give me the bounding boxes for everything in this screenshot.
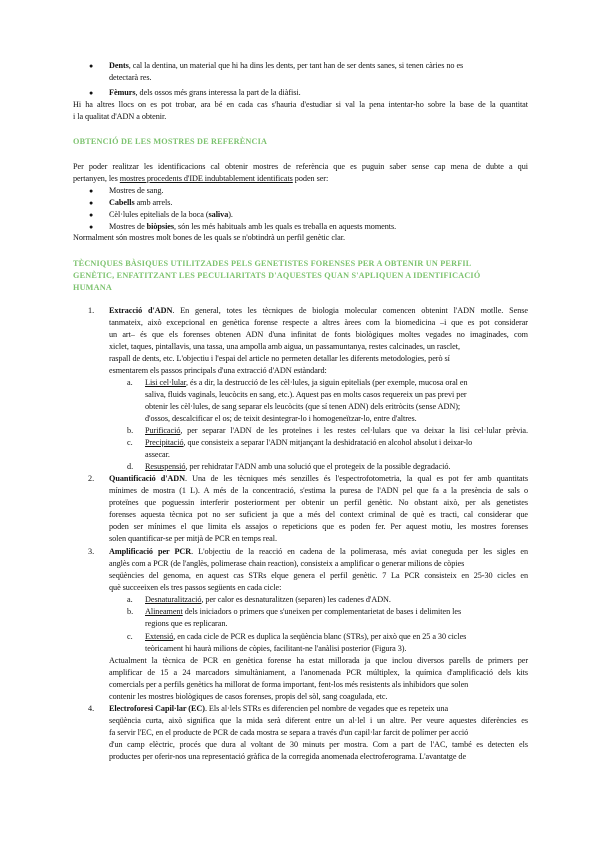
text-line [109,570,528,582]
text-run: obtenir les cèl·lules, de sang separar els leucòcits (que sí tenen ADN) dels eritròcits (sense ADN); [145,402,461,411]
text-run: d'un camp elèctric, procés que dura al voltant de 30 minuts per mostra. Com a part de l'AC, també es detecten els [109,740,528,749]
text-run: , per separar l'ADN de les proteïnes i les restes cel·lulars que va deixar la lisi cel·lular prèvia. [180,426,528,435]
text-line [109,727,468,739]
text-line [109,703,448,715]
text-line [145,449,170,461]
text-run: , cal la dentina, un material que hi ha dins les dents, per tant han de ser dents sanes, si tenen càries no es [128,61,464,70]
text-run: Actualment la tècnica de PCR en genètica forense ha estat millorada ja que inclou diversos parells de primers per [109,656,528,665]
text-run: amplificar de 15 a 24 marcadors simultàniament, a l'anomenada PCR múltiplex, la química d'amplificació dels kits [109,668,528,677]
text-run: . Els al·lels STRs es diferencien pel nombre de vegades que es repeteix una [204,704,449,713]
text-line [145,413,417,425]
text-run: Normalment són mostres molt bones de les quals se n'obtindrà un perfil genètic clar. [73,233,345,242]
bold-term: saliva [208,210,229,219]
text-line [109,485,528,497]
text-run: contenir les mostres biològiques de casos forenses, propis del sòl, sang coagulada, etc. [109,692,388,701]
text-line [145,377,468,389]
text-line [109,509,528,521]
text-run: raspall de dents, etc. L'objectiu i l'espai del article no permeten detallar les diferents metodologies, però sí [109,354,450,363]
text-run: , per rehidratar l'ADN amb una solució que el protegeix de la possible degradació. [185,462,451,471]
text-run: què succeeixen els tres passos següents en cada cicle: [109,583,282,592]
text-line [109,655,528,667]
text-run: Per poder realitzar les identificacions cal obtenir mostres de referència que es puguin saber sense cap mena de dubte a qui [73,162,528,171]
text-line [109,558,464,570]
text-line [145,594,391,606]
text-run: , dels ossos més grans interessa la part de la diàfisi. [135,88,301,97]
list-marker: a. [127,378,133,387]
text-run: comercials per a perfils genètics ha millorat de forma important, fent-los més resistents als inhibidors que solen [109,680,469,689]
text-line [145,643,406,655]
text-run: . Una de les tècniques més senzilles és l'espectrofotometria, la qual es pot fer amb quantitats [185,474,528,483]
text-run: Hi ha altres llocs on es pot trobar, ara bé en cada cas s'hauria d'estudiar si val la pena intentar-ho sobre la base de la quantitat [73,100,528,109]
text-line [109,521,528,533]
bullet-icon: ● [89,223,94,231]
text-line [109,329,528,341]
text-line [109,497,528,509]
bold-term: Amplificació per PCR [109,547,192,556]
text-line [145,401,460,413]
text-line [109,209,233,221]
text-run: poden ser: [292,174,329,183]
text-line [109,533,277,545]
bold-term: Quantificació d'ADN [109,474,186,483]
text-line [109,667,528,679]
text-line [145,437,472,449]
bold-term: Fèmurs [109,88,136,97]
underlined-term: Resuspensió [145,462,186,471]
underlined-term: Lisi cel·lular [145,378,187,387]
text-run: fa servir l'EC, en el producte de PCR de cada mostra se separa a través d'un capil·lar farcit de polímer per acció [109,728,469,737]
text-line [109,751,466,763]
text-line [73,99,528,111]
bold-term: biòpsies [146,222,175,231]
bold-term: Electroforesi Capil·lar (EC) [109,704,205,713]
list-marker: d. [127,462,134,471]
list-marker: b. [127,426,134,435]
text-line [109,197,172,209]
text-run: solen quantificar-se per mitjà de PCR en temps real. [109,534,277,543]
text-line [109,691,387,703]
text-run: i la qualitat d'ADN a obtenir. [73,112,167,121]
text-line [73,232,345,244]
text-run: detectarà res. [109,73,152,82]
text-run: productes per oferir-nos una representació gràfica de la corregida anomenada electroferograma. L'avantatge de [109,752,467,761]
bullet-icon: ● [89,89,94,97]
list-marker: 4. [88,704,95,713]
text-run: seqüència curta, això significa que la mida serà diferent entre un al·lel i un altre. Per veure aquestes diferències es [109,716,528,725]
text-line [109,546,528,558]
text-line [109,353,450,365]
text-run: teòricament hi haurà milions de còpies, facilitant-ne l'anàlisi posterior (Figura 3). [145,644,407,653]
text-line [109,715,528,727]
section-heading: TÈCNIQUES BÀSIQUES UTILITZADES PELS GENETISTES FORENSES PER A OBTENIR UN PERFIL [73,259,472,268]
text-line [73,173,328,185]
text-run: assecar. [145,450,170,459]
list-marker: 1. [88,306,95,315]
text-line [109,679,468,691]
text-run: tanmateix, això excepcional en genètica forense respecte a altres àrees com la biomedicina –i que es pot considerar [109,318,528,327]
list-marker: a. [127,595,133,604]
text-run: poden ser mínimes el que limita els assajos o repeticions que es poden fer. Per aquest motiu, les mostres forenses [109,522,528,531]
text-run: . L'objectiu de la reacció en cadena de la polimerasa, més aviat coneguda per les sigles en [191,547,528,556]
list-marker: b. [127,607,134,616]
text-run: saliva, fluids vaginals, leucòcits en sang, etc.). Aquest pas en molts casos requereix un pas previ per [145,390,467,399]
bold-term: Cabells [109,198,135,207]
text-run: , són les més habituals amb les quals es treballa en aquests moments. [174,222,397,231]
text-line [109,87,301,99]
text-line [145,425,528,437]
list-marker: c. [127,632,133,641]
text-run: . En general, totes les tècniques de biologia molecular comencen obtenint l'ADN motlle. Sense [172,306,528,315]
text-line [145,606,461,618]
text-line [109,185,163,197]
text-run: pertanyen, les [73,174,120,183]
bold-term: Extracció d'ADN [109,306,173,315]
bullet-icon: ● [89,62,94,70]
underlined-term: Purificació [145,426,181,435]
text-run: , és a dir, la destrucció de les cèl·lules, ja siguin epitelials (per exemple, mucosa oral en [186,378,468,387]
bold-term: Dents [109,61,129,70]
text-run: anglès com a PCR (de l'anglès, polimerase chain reaction), consisteix a amplificar o generar milions de còpies [109,559,465,568]
text-line [145,618,227,630]
text-line [109,473,528,485]
text-line [109,60,463,72]
text-line [109,739,528,751]
text-run: forenses aquesta tècnica pot no ser suficient ja que a més del context criminal de què es tracti, cal considerar que [109,510,528,519]
text-run: ). [228,210,233,219]
text-run: , en cada cicle de PCR es duplica la seqüència blanc (STRs), per això que en 25 a 30 cicles [173,632,467,641]
text-line [109,365,327,377]
underlined-term: mostres procedents d'IDE indubtablement identificats [119,174,293,183]
bullet-icon: ● [89,199,94,207]
text-run: esmentarem els passos principals d'una extracció d'ADN estàndard: [109,366,327,375]
text-run: regions que es replicaran. [145,619,228,628]
underlined-term: Alineament [145,607,183,616]
underlined-term: Extensió [145,632,174,641]
text-line [145,631,466,643]
text-line [109,341,460,353]
text-run: , que consisteix a separar l'ADN mitjançant la deshidratació en alcohol absolut i deixar-lo [183,438,473,447]
list-marker: 3. [88,547,95,556]
text-line [109,305,528,317]
text-run: mínimes de mostra (1 L). A més de la concentració, s'estima la puresa de l'ADN pel que fa a la presència de sals o [109,486,528,495]
text-run: un art– és que els forenses obtenen ADN d'una infinitat de fonts biològiques moltes vegades no imaginades, com [109,330,528,339]
section-heading: HUMANA [73,283,112,292]
text-line [73,161,528,173]
text-line [109,317,528,329]
text-run: Mostres de [109,222,147,231]
list-marker: c. [127,438,133,447]
text-run: seqüències del genoma, en aquest cas STRs elque genera el perfil genètic. 7 La PCR consisteix en 25-30 cicles en [109,571,528,580]
text-line [73,111,166,123]
text-run: Mostres de sang. [109,186,164,195]
text-run: xiclet, taques, pintallavis, una tassa, una ampolla amb aigua, un passamuntanya, restes calcinades, un rasclet, [109,342,460,351]
text-line [109,582,281,594]
underlined-term: Precipitació [145,438,184,447]
text-line [145,389,467,401]
text-line [109,72,151,84]
text-run: dels iniciadors o primers que s'uneixen per complementarietat de bases i delimiten les [182,607,462,616]
text-run: d'ossos, descalcificar el os; de teixit desintegrar-lo i homogeneïtzar-lo, entre d'altres. [145,414,417,423]
section-heading: OBTENCIÓ DE LES MOSTRES DE REFERÈNCIA [73,137,268,146]
list-marker: 2. [88,474,95,483]
bullet-icon: ● [89,187,94,195]
bullet-icon: ● [89,211,94,219]
text-run: proteïnes que poguessin interferir posteriorment per obtenir un perfil genètic. No obstant això, per als genetistes [109,498,528,507]
text-line [145,461,450,473]
text-run: Cèl·lules epitelials de la boca ( [109,210,209,219]
text-run: amb arrels. [134,198,173,207]
underlined-term: Desnaturalització [145,595,202,604]
section-heading: GENÈTIC, ENFATITZANT LES PECULIARITATS D'AQUESTES QUAN S'APLIQUEN A IDENTIFICACIÓ [73,271,481,280]
text-run: , per calor es desnaturalitzen (separen) les cadenes d'ADN. [201,595,391,604]
